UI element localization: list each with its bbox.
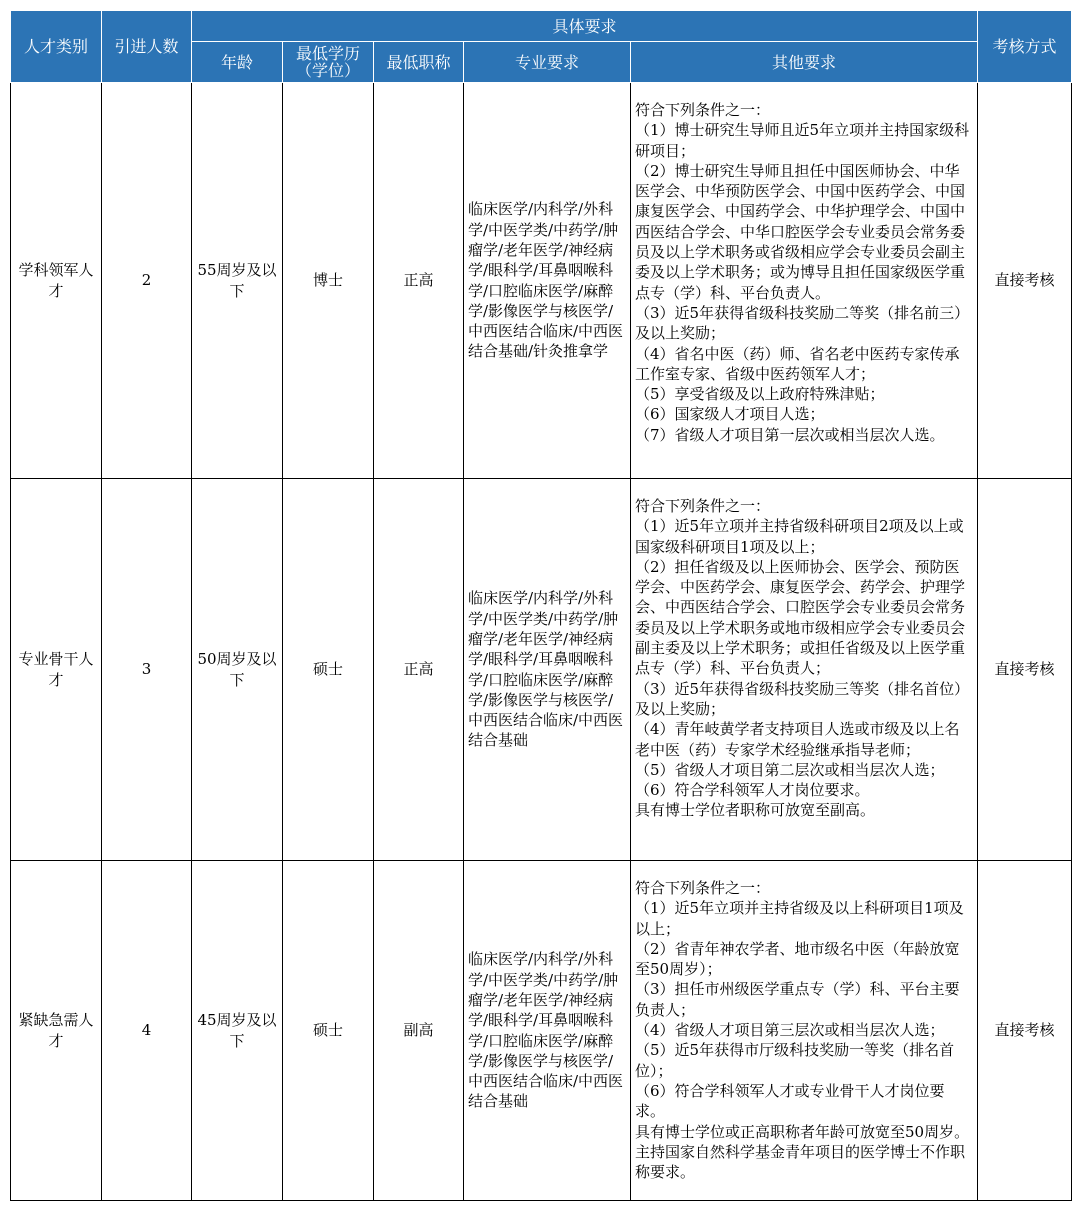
- requirement-line: （6）符合学科领军人才或专业骨干人才岗位要求。: [635, 1081, 945, 1121]
- requirement-line: （4）省名中医（药）师、省名老中医药专家传承工作室专家、省级中医药领军人才；: [635, 344, 960, 383]
- header-headcount: 引进人数: [102, 11, 192, 83]
- major-cell: 临床医学/内科学/外科学/中医学类/中药学/肿瘤学/老年医学/神经病学/眼科学/耳鼻咽喉科学/口腔临床医学/麻醉学/影像医学与核医学/中西医结合临床/中西医结合基础: [464, 479, 631, 861]
- assessment-cell: 直接考核: [978, 861, 1072, 1201]
- requirement-line: （2）博士研究生导师且担任中国医师协会、中华医学会、中华预防医学会、中国中医药学会、中国康复医学会、中国药学会、中华护理学会、中国中西医结合学会、中华口腔医学会专业委员会常务委员及以上学术职务或省级相应学会专业委员会副主委及以上学术职务；或为博导且担任国家级医学重点专（学）科、平台负责人。: [635, 161, 966, 302]
- headcount-cell: 2: [102, 83, 192, 479]
- requirement-line: （3）近5年获得省级科技奖励三等奖（排名首位）及以上奖励；: [635, 679, 970, 718]
- age-cell: 45周岁及以下: [192, 861, 283, 1201]
- category-cell: 紧缺急需人才: [11, 861, 102, 1201]
- header-other: 其他要求: [631, 42, 978, 83]
- age-cell: 50周岁及以下: [192, 479, 283, 861]
- other-requirements-cell: [631, 83, 978, 479]
- header-title: 最低职称: [374, 42, 464, 83]
- table-row: [11, 479, 1072, 861]
- requirement-line: （4）省级人才项目第三层次或相当层次人选；: [635, 1021, 945, 1040]
- requirement-line: （2）省青年神农学者、地市级名中医（年龄放宽至50周岁）；: [635, 939, 960, 979]
- table-row: [11, 861, 1072, 1201]
- assessment-cell: 直接考核: [978, 83, 1072, 479]
- requirement-line: （1）近5年立项并主持省级科研项目2项及以上或国家级科研项目1项及以上；: [635, 517, 964, 556]
- requirement-line: （4）青年岐黄学者支持项目人选或市级及以上名老中医（药）专家学术经验继承指导老师；: [635, 720, 960, 759]
- requirement-line: （5）省级人才项目第二层次或相当层次人选；: [635, 760, 945, 779]
- header-age: 年龄: [192, 42, 283, 83]
- requirement-line: （5）近5年获得市厅级科技奖励一等奖（排名首位）；: [635, 1041, 955, 1080]
- requirement-line: （1）近5年立项并主持省级及以上科研项目1项及以上；: [635, 899, 964, 938]
- requirement-line: 具有博士学位或正高职称者年龄可放宽至50周岁。主持国家自然科学基金青年项目的医学博士不作职称要求。: [635, 1122, 970, 1182]
- requirement-line: （6）符合学科领军人才岗位要求。: [635, 781, 870, 800]
- header-assessment: 考核方式: [978, 11, 1072, 83]
- education-cell: 硕士: [283, 479, 374, 861]
- requirement-line: （2）担任省级及以上医师协会、医学会、预防医学会、中医药学会、康复医学会、药学会、护理学会、中西医结合学会、口腔医学会专业委员会常务委员及以上学术职务或地市级相应学会专业委员会副主委及以上学术职务；或担任省级及以上医学重点专（学）科、平台负责人；: [635, 557, 966, 678]
- requirement-line: （6）国家级人才项目人选；: [635, 405, 825, 424]
- requirement-line: 符合下列条件之一：: [635, 101, 771, 119]
- education-cell: 博士: [283, 83, 374, 479]
- title-cell: 正高: [374, 479, 464, 861]
- requirement-line: （3）近5年获得省级科技奖励二等奖（排名前三）及以上奖励；: [635, 303, 970, 343]
- requirement-line: （7）省级人才项目第一层次或相当层次人选。: [635, 425, 945, 444]
- headcount-cell: 3: [102, 479, 192, 861]
- requirement-line: 符合下列条件之一：: [635, 497, 771, 515]
- category-cell: 学科领军人才: [11, 83, 102, 479]
- other-requirements-cell: [631, 861, 978, 1201]
- requirement-line: 具有博士学位者职称可放宽至副高。: [635, 801, 876, 820]
- header-category: 人才类别: [11, 11, 102, 83]
- requirement-line: （1）博士研究生导师且近5年立项并主持国家级科研项目；: [635, 121, 970, 160]
- major-cell: 临床医学/内科学/外科学/中医学类/中药学/肿瘤学/老年医学/神经病学/眼科学/耳鼻咽喉科学/口腔临床医学/麻醉学/影像医学与核医学/中西医结合临床/中西医结合基础: [464, 861, 631, 1201]
- requirement-line: （5）享受省级及以上政府特殊津贴；: [635, 385, 885, 404]
- title-cell: 副高: [374, 861, 464, 1201]
- recruitment-table: [10, 10, 1072, 1201]
- age-cell: 55周岁及以下: [192, 83, 283, 479]
- other-requirements-cell: [631, 479, 978, 861]
- education-cell: 硕士: [283, 861, 374, 1201]
- requirement-line: （3）担任市州级医学重点专（学）科、平台主要负责人；: [635, 980, 960, 1019]
- header-major: 专业要求: [464, 42, 631, 83]
- table-row: [11, 83, 1072, 479]
- assessment-cell: 直接考核: [978, 479, 1072, 861]
- headcount-cell: 4: [102, 861, 192, 1201]
- requirement-line: 符合下列条件之一：: [635, 879, 771, 897]
- header-requirements-group: 具体要求: [192, 11, 978, 42]
- title-cell: 正高: [374, 83, 464, 479]
- header-education: 最低学历（学位）: [283, 42, 374, 83]
- category-cell: 专业骨干人才: [11, 479, 102, 861]
- major-cell: 临床医学/内科学/外科学/中医学类/中药学/肿瘤学/老年医学/神经病学/眼科学/耳鼻咽喉科学/口腔临床医学/麻醉学/影像医学与核医学/中西医结合临床/中西医结合基础/针灸推拿学: [464, 83, 631, 479]
